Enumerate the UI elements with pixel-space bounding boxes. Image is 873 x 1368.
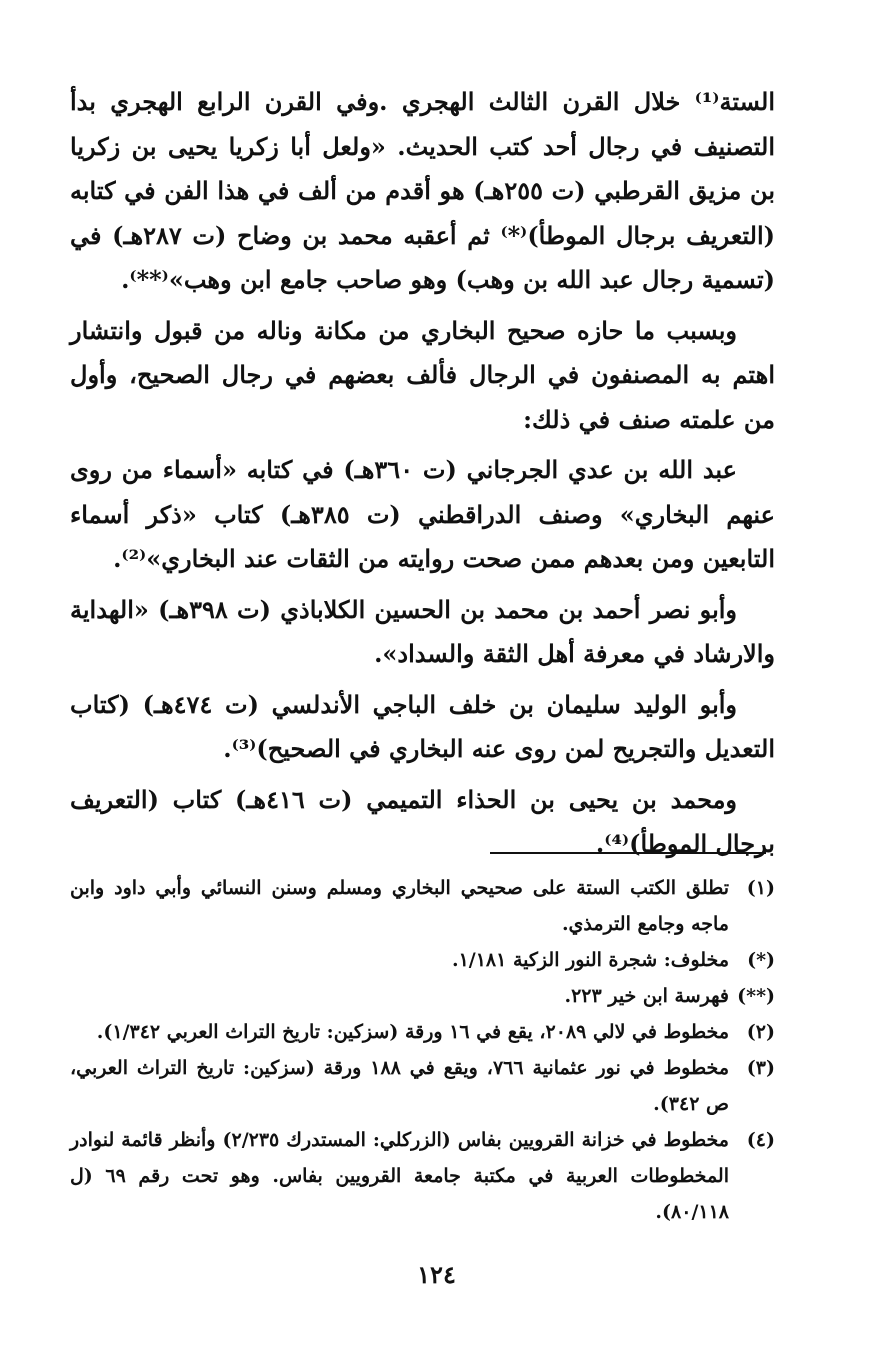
main-text — [70, 80, 775, 873]
footnote-1 — [70, 870, 775, 942]
footnote-text: فهرسة ابن خير ٢٢٣. — [564, 985, 729, 1007]
footnote-star — [70, 942, 775, 978]
paragraph-5: وأبو الوليد سليمان بن خلف الباجي الأندلسي (ت ٤٧٤هـ) (كتاب التعديل والتجريح لمن روى عنه البخاري في الصحيح)⁽³⁾. — [70, 689, 775, 763]
paragraph-3: عبد الله بن عدي الجرجاني (ت ٣٦٠هـ) في كتابه «أسماء من روى عنهم البخاري» وصنف الدراقطني (ت ٣٨٥هـ) كتاب «ذكر أسماء التابعين ومن بعدهم ممن صحت روايته من الثقات عند البخاري»⁽²⁾. — [70, 455, 775, 573]
paragraph-6: ومحمد بن يحيى بن الحذاء التميمي (ت ٤١٦هـ) كتاب (التعريف برجال الموطأ)⁽⁴⁾. — [70, 784, 775, 858]
paragraph-1: الستة⁽¹⁾ خلال القرن الثالث الهجري .وفي القرن الرابع الهجري بدأ التصنيف في رجال أحد كتب الحديث. «ولعل أبا زكريا يحيى بن زكريا بن مزيق القرطبي (ت ٢٥٥هـ) هو أقدم من ألف في هذا الفن في كتابه (التعريف برجال الموطأ)⁽*⁾ ثم أعقبه محمد بن وضاح (ت ٢٨٧هـ) في (تسمية رجال عبد الله بن وهب) وهو صاحب جامع ابن وهب»⁽**⁾. — [70, 87, 776, 294]
paragraph-4: وأبو نصر أحمد بن محمد بن الحسين الكلاباذي (ت ٣٩٨هـ) «الهداية والارشاد في معرفة أهل الثقة والسداد». — [70, 594, 775, 668]
footnote-4 — [70, 1122, 775, 1230]
footnote-marker: (**) — [737, 985, 775, 1007]
footnote-marker: (٣) — [746, 1057, 775, 1079]
footnote-2 — [70, 1014, 775, 1050]
footnote-marker: (٢) — [746, 1021, 775, 1043]
footnote-divider — [490, 852, 766, 854]
footnote-3 — [70, 1050, 775, 1122]
footnote-marker: (*) — [747, 949, 775, 971]
footnote-text: مخطوط في نور عثمانية ٧٦٦، ويقع في ١٨٨ ورقة (سزكين: تاريخ التراث العربي، ص ٣٤٢). — [70, 1057, 730, 1115]
footnote-double-star — [70, 978, 775, 1014]
footnote-text: مخطوط في خزانة القرويين بفاس (الزركلي: المستدرك ٢/٢٣٥) وأنظر قائمة لنوادر المخطوطات العربية في مكتبة جامعة القرويين بفاس. وهو تحت رقم ٦٩ (ل ٨٠/١١٨). — [70, 1129, 729, 1223]
page-number: ١٢٤ — [417, 1260, 456, 1289]
footnote-text: تطلق الكتب الستة على صحيحي البخاري ومسلم وسنن النسائي وأبي داود وابن ماجه وجامع الترمذي. — [70, 877, 729, 935]
footnote-text: مخلوف: شجرة النور الزكية ١/١٨١. — [451, 949, 729, 971]
paragraph-2: وبسبب ما حازه صحيح البخاري من مكانة وناله من قبول وانتشار اهتم به المصنفون في الرجال فألف بعضهم في رجال الصحيح، وأول من علمته صنف في ذلك: — [70, 315, 775, 434]
footnote-marker: (١) — [746, 877, 775, 899]
footnote-text: مخطوط في لالي ٢٠٨٩، يقع في ١٦ ورقة (سزكين: تاريخ التراث العربي ١/٣٤٢). — [96, 1021, 729, 1043]
footnotes-section — [70, 870, 775, 1230]
footnote-marker: (٤) — [746, 1129, 775, 1151]
